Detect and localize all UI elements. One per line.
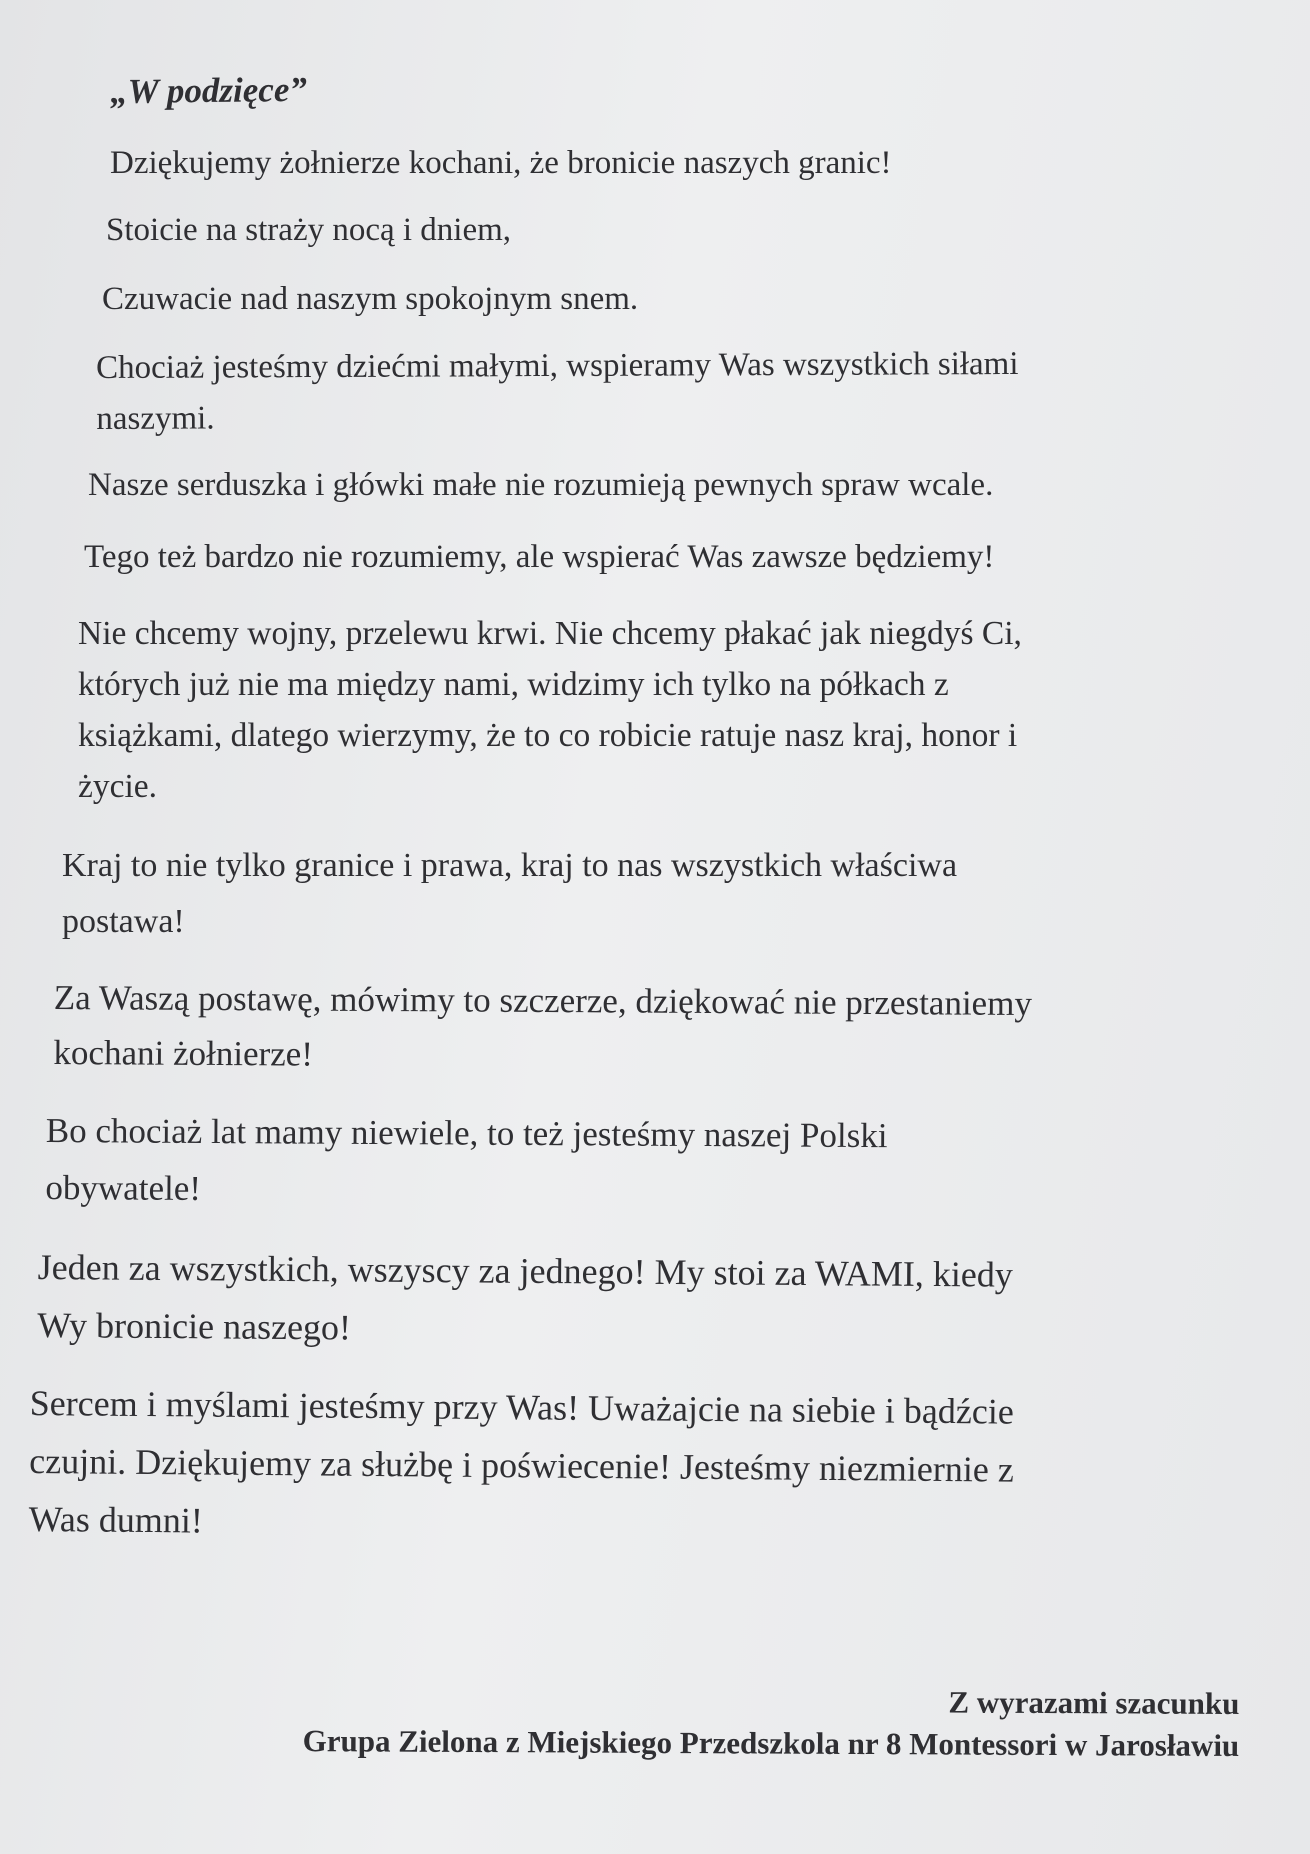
- paragraph-5: [88, 460, 993, 511]
- paragraph-line: Dziękujemy żołnierze kochani, że bronicie naszych granic!: [110, 145, 892, 181]
- paragraph-line: Czuwacie nad naszym spokojnym snem.: [102, 281, 639, 317]
- paragraph-line: Stoicie na straży nocą i dniem,: [106, 212, 512, 248]
- paragraph-line: Bo chociaż lat mamy niewiele, to też jesteśmy naszej Polski: [45, 1110, 888, 1156]
- paragraph-11: [37, 1238, 1013, 1362]
- paragraph-line: książkami, dlatego wierzymy, że to co robicie ratuje nasz kraj, honor i: [78, 717, 1018, 754]
- signature-sender: Grupa Zielona z Miejskiego Przedszkola nr 8 Montessori w Jarosławiu: [303, 1723, 1240, 1763]
- paragraph-line: czujni. Dziękujemy za służbę i poświecenie! Jesteśmy niezmiernie z: [29, 1440, 1015, 1490]
- paragraph-line: Wy bronicie naszego!: [37, 1304, 352, 1348]
- paragraph-1: [110, 138, 892, 189]
- paragraph-7: [78, 608, 1022, 812]
- paragraph-2: [106, 205, 511, 256]
- paragraph-line: Sercem i myślami jesteśmy przy Was! Uważajcie na siebie i bądźcie: [29, 1382, 1014, 1432]
- paragraph-9: [53, 970, 1032, 1086]
- paragraph-6: [84, 532, 994, 583]
- paragraph-line: życie.: [78, 768, 158, 805]
- paragraph-line: naszymi.: [96, 400, 215, 437]
- paragraph-10: [45, 1102, 887, 1221]
- paragraph-line: Kraj to nie tylko granice i prawa, kraj to nas wszystkich właściwa: [62, 847, 958, 884]
- paragraph-line: Nasze serduszka i główki małe nie rozumieją pewnych spraw wcale.: [88, 467, 994, 503]
- letter-title: „W podzięce”: [110, 69, 308, 111]
- paragraph-line: Jeden za wszystkich, wszyscy za jednego! My stoi za WAMI, kiedy: [37, 1246, 1013, 1295]
- paragraph-line: Tego też bardzo nie rozumiemy, ale wspierać Was zawsze będziemy!: [84, 539, 995, 575]
- paragraph-line: Was dumni!: [28, 1498, 203, 1541]
- paragraph-4: [96, 339, 1019, 445]
- paragraph-line: postawa!: [62, 903, 185, 940]
- paragraph-line: kochani żołnierze!: [53, 1032, 314, 1074]
- paragraph-line: których już nie ma między nami, widzimy ich tylko na półkach z: [78, 666, 949, 703]
- paragraph-8: [62, 838, 957, 950]
- paragraph-line: Za Waszą postawę, mówimy to szczerze, dziękować nie przestaniemy: [53, 977, 1033, 1023]
- paragraph-line: Chociaż jesteśmy dziećmi małymi, wspieramy Was wszystkich siłami: [96, 345, 1019, 386]
- paragraph-12: [28, 1374, 1014, 1557]
- paragraph-line: obywatele!: [45, 1167, 202, 1208]
- paragraph-3: [102, 274, 638, 325]
- signature-greeting: Z wyrazami szacunku: [948, 1684, 1240, 1721]
- paragraph-line: Nie chcemy wojny, przelewu krwi. Nie chcemy płakać jak niegdyś Ci,: [78, 615, 1022, 652]
- signature-block: [303, 1678, 1240, 1767]
